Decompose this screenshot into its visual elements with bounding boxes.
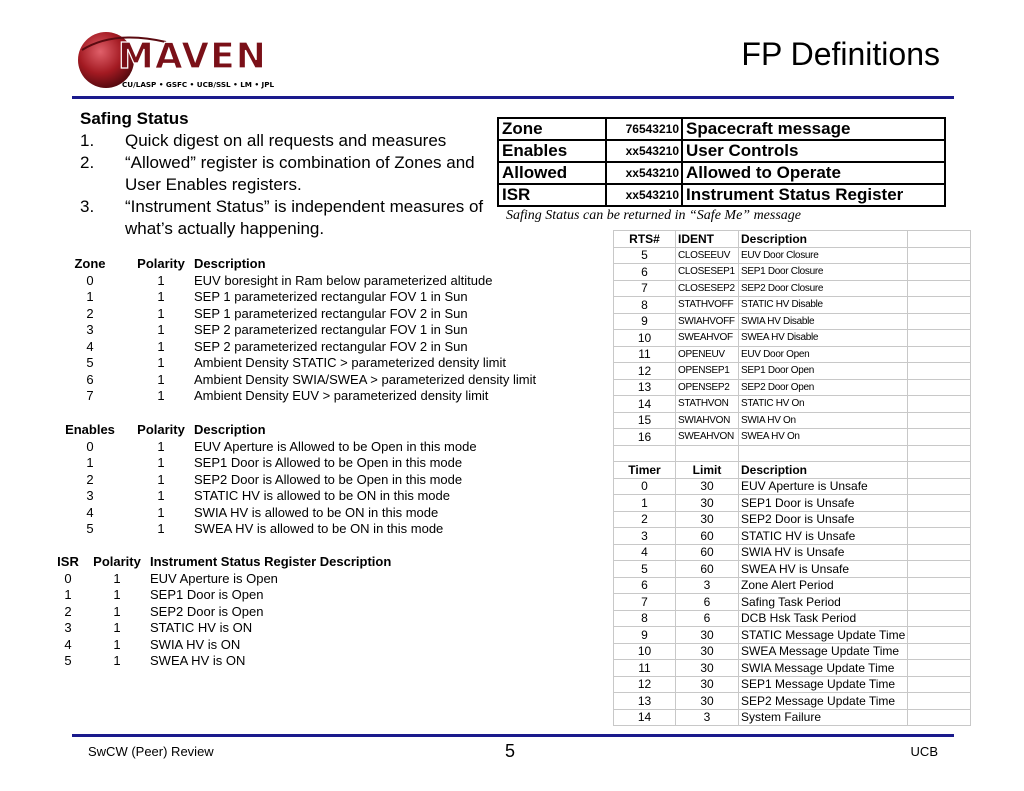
safing-item: 1. Quick digest on all requests and measures: [80, 131, 447, 150]
table-header: [614, 462, 971, 479]
list-cell: 1: [113, 620, 121, 635]
table-cell: SEP1 Door Closure: [739, 264, 908, 281]
table-cell: EUV Aperture is Unsafe: [739, 478, 908, 495]
table-header: [614, 231, 971, 248]
table-cell: 2: [614, 511, 676, 528]
header-cell: Description: [194, 256, 266, 271]
table-cell: SWIAHVOFF: [676, 313, 739, 330]
list-cell: 1: [113, 636, 121, 652]
table-cell: 7: [614, 594, 676, 611]
register-bits: xx543210: [606, 184, 682, 206]
header-cell: Polarity: [137, 422, 185, 437]
table-cell: 3: [614, 528, 676, 545]
table-cell: 60: [676, 528, 739, 545]
table-cell: 12: [614, 676, 676, 693]
table-cell: [908, 330, 971, 347]
table-row: [614, 709, 971, 726]
table-cell: [908, 610, 971, 627]
table-row: [614, 363, 971, 380]
list-cell: Ambient Density SWIA/SWEA > parameterized density limit: [194, 371, 537, 387]
list-item: [52, 571, 391, 588]
table-cell: Limit: [676, 462, 739, 479]
rts-timer-table: [613, 230, 971, 726]
list-cell: SEP2 Door is Open: [150, 603, 264, 619]
table-cell: STATIC HV On: [739, 396, 908, 413]
table-cell: STATHVOFF: [676, 297, 739, 314]
register-description: Spacecraft message: [682, 118, 945, 140]
table-cell: CLOSESEP2: [676, 280, 739, 297]
table-cell: SWEA HV Disable: [739, 330, 908, 347]
list-cell: 1: [113, 570, 121, 586]
safing-item: 2. “Allowed” register is combination of Zones and User Enables registers.: [80, 153, 475, 194]
list-cell: 6: [86, 371, 94, 387]
register-bits: xx543210: [606, 140, 682, 162]
table-cell: [908, 676, 971, 693]
list-cell: 1: [157, 455, 165, 470]
list-cell: STATIC HV is ON: [150, 620, 253, 635]
list-cell: 1: [157, 438, 165, 454]
table-cell: [908, 594, 971, 611]
table-cell: [908, 577, 971, 594]
list-header: [52, 422, 477, 439]
table-cell: CLOSEEUV: [676, 247, 739, 264]
register-description: Instrument Status Register: [682, 184, 945, 206]
table-row: [614, 247, 971, 264]
table-cell: [908, 313, 971, 330]
list-cell: Ambient Density STATIC > parameterized density limit: [194, 355, 506, 370]
list-cell: SEP1 Door is Open: [150, 587, 264, 602]
table-cell: SEP2 Message Update Time: [739, 693, 908, 710]
table-cell: Description: [739, 231, 908, 248]
table-cell: SWEA HV On: [739, 429, 908, 446]
list-cell: 1: [157, 388, 165, 403]
table-cell: 30: [676, 660, 739, 677]
table-cell: 12: [614, 363, 676, 380]
footer-review-name: SwCW (Peer) Review: [88, 744, 214, 759]
table-cell: [908, 346, 971, 363]
table-cell: 8: [614, 297, 676, 314]
table-cell: 16: [614, 429, 676, 446]
list-item: [52, 505, 477, 522]
register-name: Enables: [498, 140, 606, 162]
table-row: [614, 561, 971, 578]
table-cell: SWIAHVON: [676, 412, 739, 429]
list-header: [52, 256, 536, 273]
table-cell: [908, 495, 971, 512]
table-cell: 13: [614, 693, 676, 710]
header-cell: Zone: [74, 256, 106, 271]
table-cell: 30: [676, 495, 739, 512]
table-row: [614, 610, 971, 627]
list-cell: 0: [64, 570, 72, 586]
table-cell: 30: [676, 478, 739, 495]
list-cell: 3: [86, 488, 94, 503]
table-cell: [908, 280, 971, 297]
table-cell: SWEAHVON: [676, 429, 739, 446]
register-row: [498, 118, 945, 140]
table-cell: 10: [614, 330, 676, 347]
table-cell: [908, 660, 971, 677]
table-cell: DCB Hsk Task Period: [739, 610, 908, 627]
table-cell: [908, 462, 971, 479]
list-header: [52, 554, 391, 571]
register-row: [498, 162, 945, 184]
table-cell: 6: [614, 577, 676, 594]
table-cell: Zone Alert Period: [739, 577, 908, 594]
table-row: [614, 544, 971, 561]
register-caption: Safing Status can be returned in “Safe Me” message: [506, 208, 802, 223]
table-row: [614, 412, 971, 429]
table-row: [614, 429, 971, 446]
table-cell: STATIC HV Disable: [739, 297, 908, 314]
table-row: [614, 594, 971, 611]
table-cell: EUV Door Closure: [739, 247, 908, 264]
table-cell: [908, 528, 971, 545]
list-cell: Ambient Density EUV > parameterized density limit: [194, 388, 489, 403]
table-spacer-row: [614, 445, 971, 462]
table-cell: [908, 429, 971, 446]
page-number: 5: [505, 741, 516, 761]
list-cell: 1: [157, 521, 165, 536]
table-cell: 3: [676, 709, 739, 726]
table-cell: 11: [614, 346, 676, 363]
table-cell: Timer: [614, 462, 676, 479]
list-item: [52, 439, 477, 456]
table-cell: [908, 363, 971, 380]
list-cell: SWEA HV is allowed to be ON in this mode: [194, 521, 444, 536]
table-cell: STATIC HV is Unsafe: [739, 528, 908, 545]
list-cell: 1: [157, 322, 165, 337]
list-cell: 5: [64, 653, 72, 668]
table-cell: SWEAHVOF: [676, 330, 739, 347]
list-item: [52, 637, 391, 654]
table-cell: SEP2 Door is Unsafe: [739, 511, 908, 528]
table-cell: [614, 445, 676, 462]
table-row: [614, 676, 971, 693]
register-name: Allowed: [498, 162, 606, 184]
list-cell: 0: [86, 438, 94, 454]
table-cell: 60: [676, 561, 739, 578]
table-cell: [908, 709, 971, 726]
table-cell: 60: [676, 544, 739, 561]
table-cell: SEP2 Door Open: [739, 379, 908, 396]
header-cell: Instrument Status Register Description: [150, 554, 392, 569]
table-row: [614, 660, 971, 677]
table-row: [614, 330, 971, 347]
table-cell: [908, 445, 971, 462]
header-cell: Polarity: [93, 554, 141, 569]
table-cell: SWIA Message Update Time: [739, 660, 908, 677]
table-cell: SWEA HV is Unsafe: [739, 561, 908, 578]
table-cell: 9: [614, 627, 676, 644]
list-cell: SEP 1 parameterized rectangular FOV 2 in Sun: [194, 305, 468, 321]
table-cell: Description: [739, 462, 908, 479]
zone-list: [52, 256, 536, 405]
list-cell: SEP 2 parameterized rectangular FOV 1 in Sun: [194, 322, 468, 337]
table-cell: [908, 561, 971, 578]
list-cell: SWIA HV is allowed to be ON in this mode: [194, 504, 439, 520]
list-cell: SEP 1 parameterized rectangular FOV 1 in Sun: [194, 289, 468, 304]
table-cell: 30: [676, 693, 739, 710]
safing-status-section: [80, 108, 500, 240]
list-cell: 1: [157, 355, 165, 370]
table-cell: EUV Door Open: [739, 346, 908, 363]
list-cell: 1: [157, 504, 165, 520]
register-row: [498, 184, 945, 206]
table-cell: IDENT: [676, 231, 739, 248]
register-bits: xx543210: [606, 162, 682, 184]
top-divider: [72, 96, 954, 99]
table-cell: 15: [614, 412, 676, 429]
table-cell: [908, 396, 971, 413]
list-item: [52, 587, 391, 604]
list-cell: 2: [86, 471, 94, 487]
list-item: [52, 653, 391, 670]
list-cell: 2: [64, 603, 72, 619]
table-cell: 30: [676, 511, 739, 528]
list-item: [52, 388, 536, 405]
table-cell: 0: [614, 478, 676, 495]
list-cell: 4: [86, 338, 94, 354]
table-cell: Safing Task Period: [739, 594, 908, 611]
table-row: [614, 478, 971, 495]
table-row: [614, 627, 971, 644]
table-cell: SWEA Message Update Time: [739, 643, 908, 660]
page-title: FP Definitions: [741, 36, 940, 72]
list-item: [52, 455, 477, 472]
table-cell: 5: [614, 561, 676, 578]
table-cell: STATHVON: [676, 396, 739, 413]
table-cell: SWIA HV On: [739, 412, 908, 429]
list-cell: 1: [86, 289, 94, 304]
table-cell: [739, 445, 908, 462]
bottom-divider: [72, 734, 954, 737]
list-cell: 7: [86, 388, 94, 403]
table-cell: [908, 478, 971, 495]
table-cell: [908, 627, 971, 644]
table-cell: 6: [614, 264, 676, 281]
table-cell: 5: [614, 247, 676, 264]
list-cell: 1: [157, 471, 165, 487]
isr-list: [52, 554, 391, 670]
table-cell: 4: [614, 544, 676, 561]
register-description: Allowed to Operate: [682, 162, 945, 184]
table-cell: SEP1 Message Update Time: [739, 676, 908, 693]
list-cell: 1: [113, 653, 121, 668]
header-cell: Description: [194, 422, 266, 437]
table-cell: [908, 297, 971, 314]
list-cell: SEP2 Door is Allowed to be Open in this mode: [194, 471, 463, 487]
table-cell: [908, 511, 971, 528]
table-row: [614, 577, 971, 594]
table-cell: [908, 379, 971, 396]
list-cell: 1: [113, 587, 121, 602]
table-cell: [908, 247, 971, 264]
register-bits: 76543210: [606, 118, 682, 140]
list-item: [52, 472, 477, 489]
table-cell: 6: [676, 594, 739, 611]
list-cell: 1: [157, 338, 165, 354]
table-cell: [908, 693, 971, 710]
table-cell: 11: [614, 660, 676, 677]
table-row: [614, 511, 971, 528]
table-cell: RTS#: [614, 231, 676, 248]
svg-text:CU/LASP • GSFC • UCB/SSL • LM: CU/LASP • GSFC • UCB/SSL • LM • JPL: [122, 80, 274, 89]
table-row: [614, 528, 971, 545]
table-cell: 7: [614, 280, 676, 297]
list-cell: EUV Aperture is Open: [150, 570, 278, 586]
table-cell: SEP2 Door Closure: [739, 280, 908, 297]
list-item: [52, 339, 536, 356]
header-cell: Enables: [65, 422, 115, 437]
list-cell: 1: [157, 289, 165, 304]
list-item: [52, 488, 477, 505]
list-item: [52, 306, 536, 323]
list-cell: 4: [86, 504, 94, 520]
table-row: [614, 297, 971, 314]
table-cell: SWIA HV Disable: [739, 313, 908, 330]
table-cell: [908, 544, 971, 561]
safing-item: 3. “Instrument Status” is independent measures of what’s actually happening.: [80, 197, 484, 238]
table-row: [614, 643, 971, 660]
table-cell: OPENSEP1: [676, 363, 739, 380]
list-cell: SWEA HV is ON: [150, 653, 246, 668]
table-cell: [676, 445, 739, 462]
table-cell: 30: [676, 627, 739, 644]
table-cell: [908, 412, 971, 429]
register-name: ISR: [498, 184, 606, 206]
table-cell: OPENEUV: [676, 346, 739, 363]
list-item: [52, 289, 536, 306]
enables-list: [52, 422, 477, 538]
table-row: [614, 313, 971, 330]
table-cell: SEP1 Door is Unsafe: [739, 495, 908, 512]
register-description: User Controls: [682, 140, 945, 162]
register-name: Zone: [498, 118, 606, 140]
table-cell: CLOSESEP1: [676, 264, 739, 281]
table-cell: SWIA HV is Unsafe: [739, 544, 908, 561]
list-cell: 5: [86, 355, 94, 370]
table-cell: 14: [614, 709, 676, 726]
register-table: [497, 117, 946, 207]
footer-org: UCB: [910, 744, 938, 759]
header-cell: ISR: [57, 554, 79, 569]
table-cell: 14: [614, 396, 676, 413]
list-cell: 3: [86, 322, 94, 337]
table-cell: 3: [676, 577, 739, 594]
list-cell: SWIA HV is ON: [150, 636, 241, 652]
list-cell: 1: [86, 455, 94, 470]
list-cell: EUV Aperture is Allowed to be Open in this mode: [194, 438, 477, 454]
list-item: [52, 620, 391, 637]
list-cell: 1: [113, 603, 121, 619]
table-cell: System Failure: [739, 709, 908, 726]
table-cell: 30: [676, 676, 739, 693]
list-cell: SEP 2 parameterized rectangular FOV 2 in Sun: [194, 338, 468, 354]
list-cell: 4: [64, 636, 72, 652]
table-cell: SEP1 Door Open: [739, 363, 908, 380]
table-cell: 8: [614, 610, 676, 627]
table-row: [614, 396, 971, 413]
list-cell: 2: [86, 305, 94, 321]
list-item: [52, 604, 391, 621]
svg-text:MAVEN: MAVEN: [118, 36, 267, 77]
list-cell: EUV boresight in Ram below parameterized altitude: [194, 272, 493, 288]
table-cell: 1: [614, 495, 676, 512]
list-cell: 1: [64, 587, 72, 602]
table-cell: [908, 264, 971, 281]
safing-status-title: Safing Status: [80, 109, 189, 128]
list-cell: 1: [157, 371, 165, 387]
list-cell: 0: [86, 272, 94, 288]
list-cell: 3: [64, 620, 72, 635]
list-item: [52, 355, 536, 372]
list-cell: SEP1 Door is Allowed to be Open in this mode: [194, 455, 463, 470]
table-cell: 6: [676, 610, 739, 627]
table-cell: OPENSEP2: [676, 379, 739, 396]
table-cell: 30: [676, 643, 739, 660]
table-cell: STATIC Message Update Time: [739, 627, 908, 644]
list-cell: 1: [157, 272, 165, 288]
list-item: [52, 521, 477, 538]
maven-logo-graphic: [74, 20, 274, 94]
register-row: [498, 140, 945, 162]
list-cell: 1: [157, 488, 165, 503]
table-cell: 10: [614, 643, 676, 660]
table-cell: 13: [614, 379, 676, 396]
list-cell: 5: [86, 521, 94, 536]
table-row: [614, 346, 971, 363]
list-item: [52, 372, 536, 389]
table-row: [614, 280, 971, 297]
table-row: [614, 495, 971, 512]
list-item: [52, 273, 536, 290]
table-row: [614, 693, 971, 710]
header-cell: Polarity: [137, 256, 185, 271]
table-cell: [908, 231, 971, 248]
table-row: [614, 379, 971, 396]
list-item: [52, 322, 536, 339]
table-cell: [908, 643, 971, 660]
table-row: [614, 264, 971, 281]
list-cell: STATIC HV is allowed to be ON in this mode: [194, 488, 451, 503]
maven-logo: [74, 20, 274, 94]
list-cell: 1: [157, 305, 165, 321]
table-cell: 9: [614, 313, 676, 330]
